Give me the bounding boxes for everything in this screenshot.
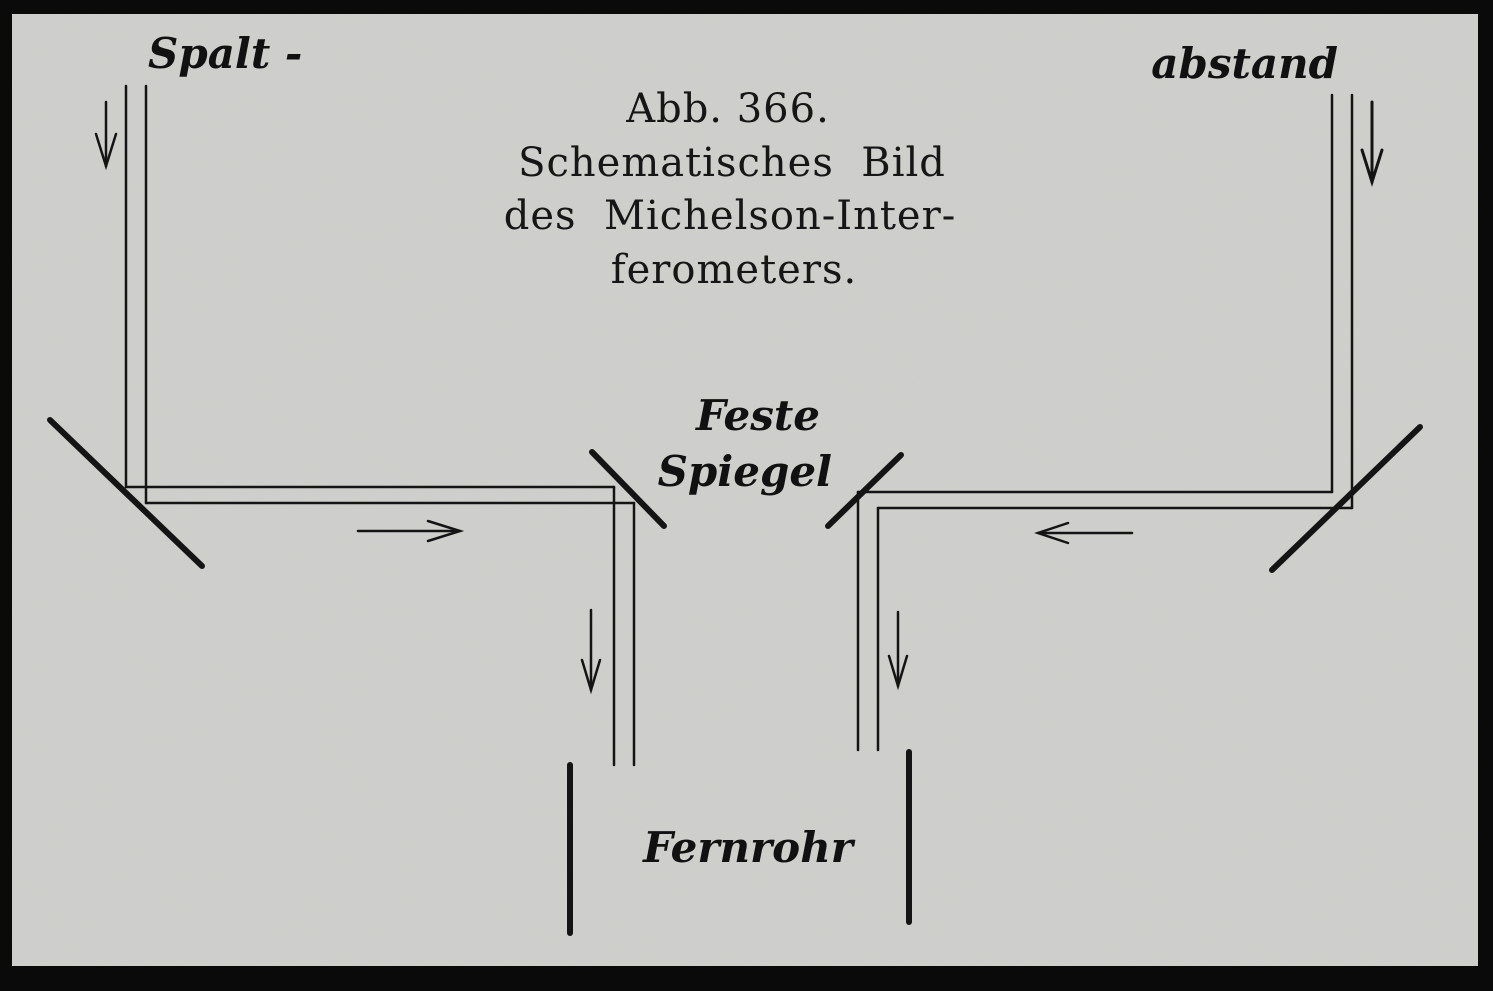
label-spalt: Spalt - <box>148 29 303 78</box>
caption-line-1: Abb. 366. <box>626 86 830 132</box>
label-abstand: abstand <box>1151 39 1338 88</box>
caption-line-2: Schematisches Bild <box>518 140 946 186</box>
caption-line-4: ferometers. <box>610 247 858 293</box>
label-spiegel: Spiegel <box>657 447 832 496</box>
label-feste: Feste <box>695 391 820 440</box>
label-fernrohr: Fernrohr <box>643 823 853 872</box>
caption-line-3: des Michelson-Inter- <box>503 193 957 239</box>
